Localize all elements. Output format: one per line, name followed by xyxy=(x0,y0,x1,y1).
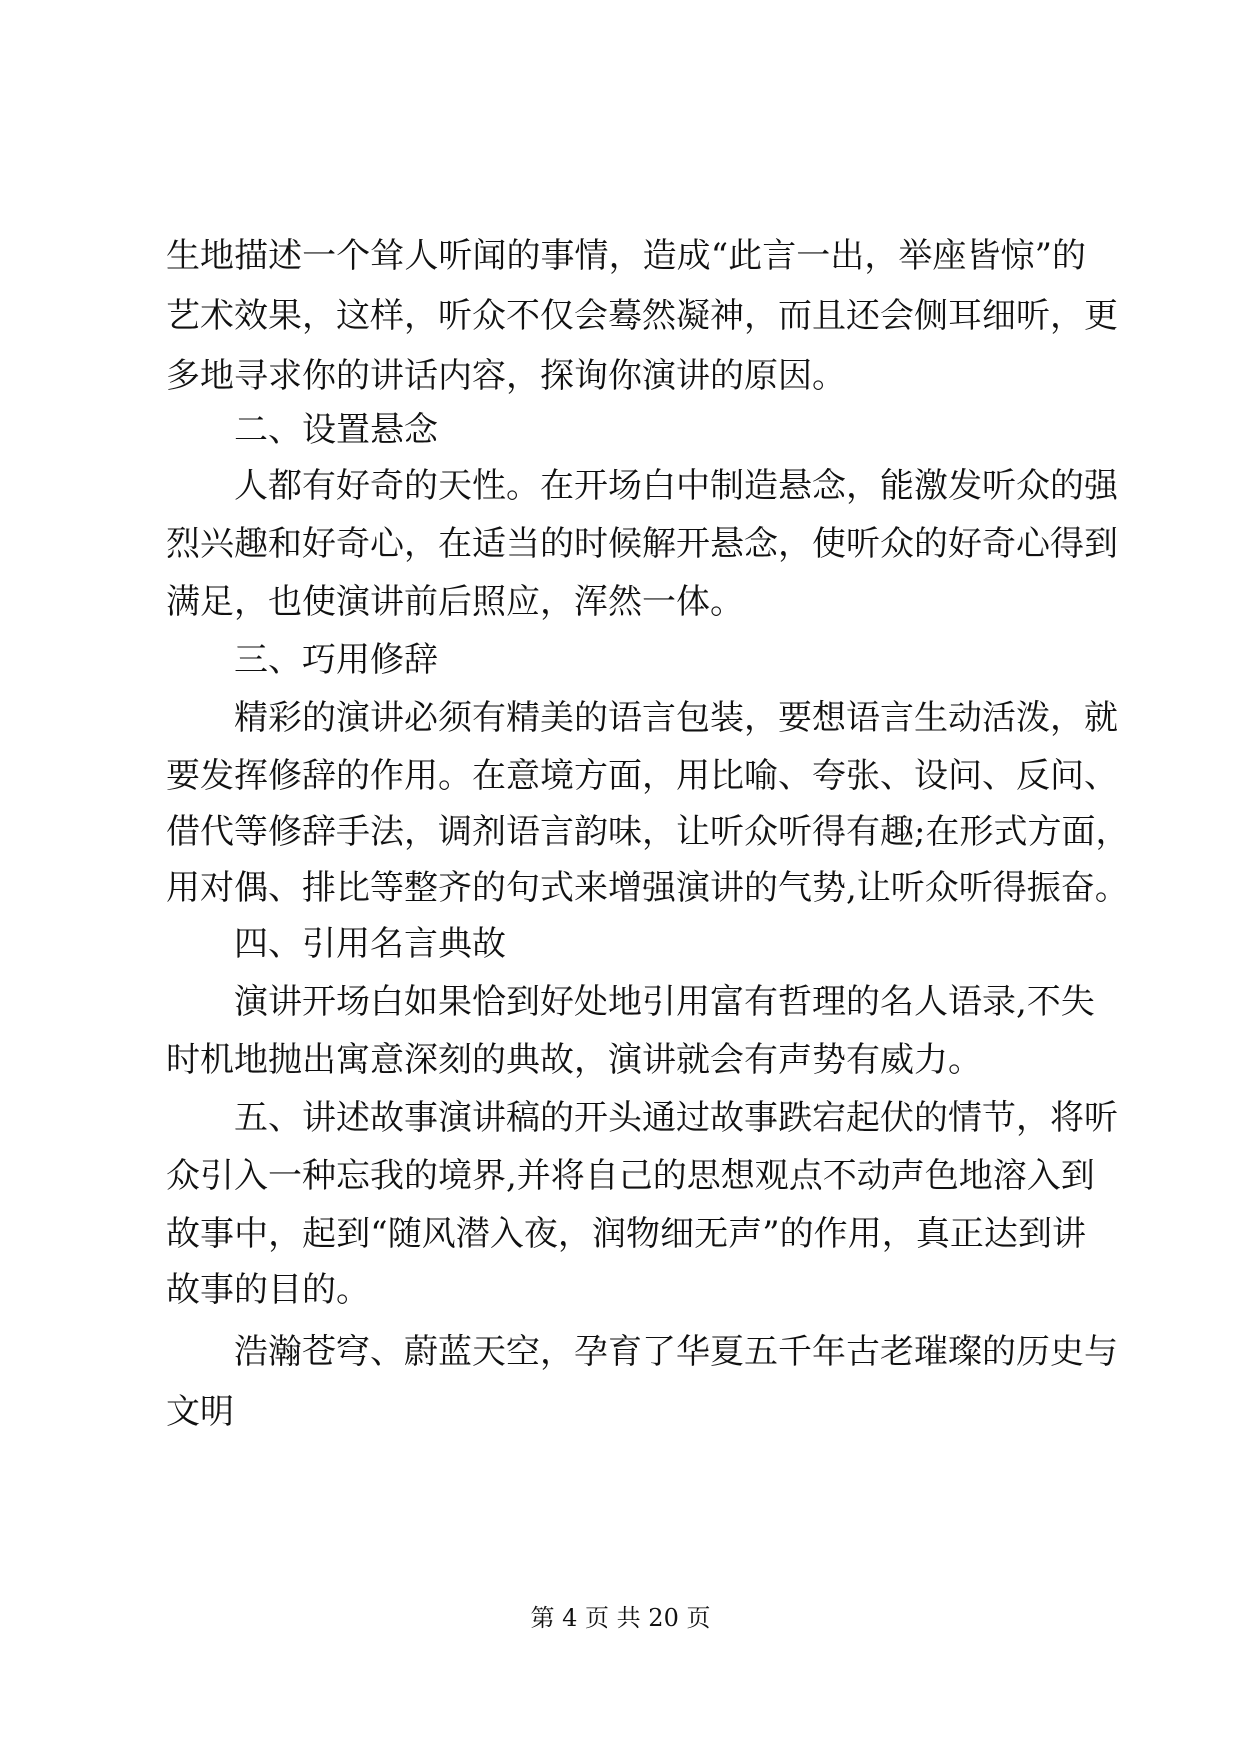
text-line: 烈兴趣和好奇心，在适当的时候解开悬念，使听众的好奇心得到 xyxy=(166,524,1118,564)
text-line: 满足，也使演讲前后照应，浑然一体。 xyxy=(166,582,744,622)
text-line: 用对偶、排比等整齐的句式来增强演讲的气势,让听众听得振奋。 xyxy=(166,868,1129,908)
paragraph-first-line: 精彩的演讲必须有精美的语言包装，要想语言生动活泼，就 xyxy=(234,698,1118,738)
paragraph-first-line: 浩瀚苍穹、蔚蓝天空，孕育了华夏五千年古老璀璨的历史与 xyxy=(234,1332,1118,1372)
text-line: 生地描述一个耸人听闻的事情，造成“此言一出，举座皆惊”的 xyxy=(166,236,1086,276)
page-number: 第 4 页 共 20 页 xyxy=(530,1604,711,1632)
text-line: 借代等修辞手法，调剂语言韵味，让听众听得有趣;在形式方面， xyxy=(166,812,1130,852)
text-line: 时机地抛出寓意深刻的典故，演讲就会有声势有威力。 xyxy=(166,1040,982,1080)
text-line: 故事的目的。 xyxy=(166,1270,370,1310)
text-line: 文明 xyxy=(166,1392,234,1432)
paragraph-first-line: 人都有好奇的天性。在开场白中制造悬念，能激发听众的强 xyxy=(234,466,1118,506)
text-line: 故事中，起到“随风潜入夜，润物细无声”的作用，真正达到讲 xyxy=(166,1214,1086,1254)
section-heading: 三、巧用修辞 xyxy=(234,640,438,680)
paragraph-first-line: 五、讲述故事演讲稿的开头通过故事跌宕起伏的情节，将听 xyxy=(234,1098,1118,1138)
text-line: 要发挥修辞的作用。在意境方面，用比喻、夸张、设问、反问、 xyxy=(166,756,1118,796)
section-heading: 二、设置悬念 xyxy=(234,410,438,450)
paragraph-first-line: 演讲开场白如果恰到好处地引用富有哲理的名人语录,不失 xyxy=(234,982,1095,1022)
text-line: 众引入一种忘我的境界,并将自己的思想观点不动声色地溶入到 xyxy=(166,1156,1095,1196)
section-heading: 四、引用名言典故 xyxy=(234,924,506,964)
text-line: 多地寻求你的讲话内容，探询你演讲的原因。 xyxy=(166,356,846,396)
text-line: 艺术效果，这样，听众不仅会蓦然凝神，而且还会侧耳细听，更 xyxy=(166,296,1118,336)
